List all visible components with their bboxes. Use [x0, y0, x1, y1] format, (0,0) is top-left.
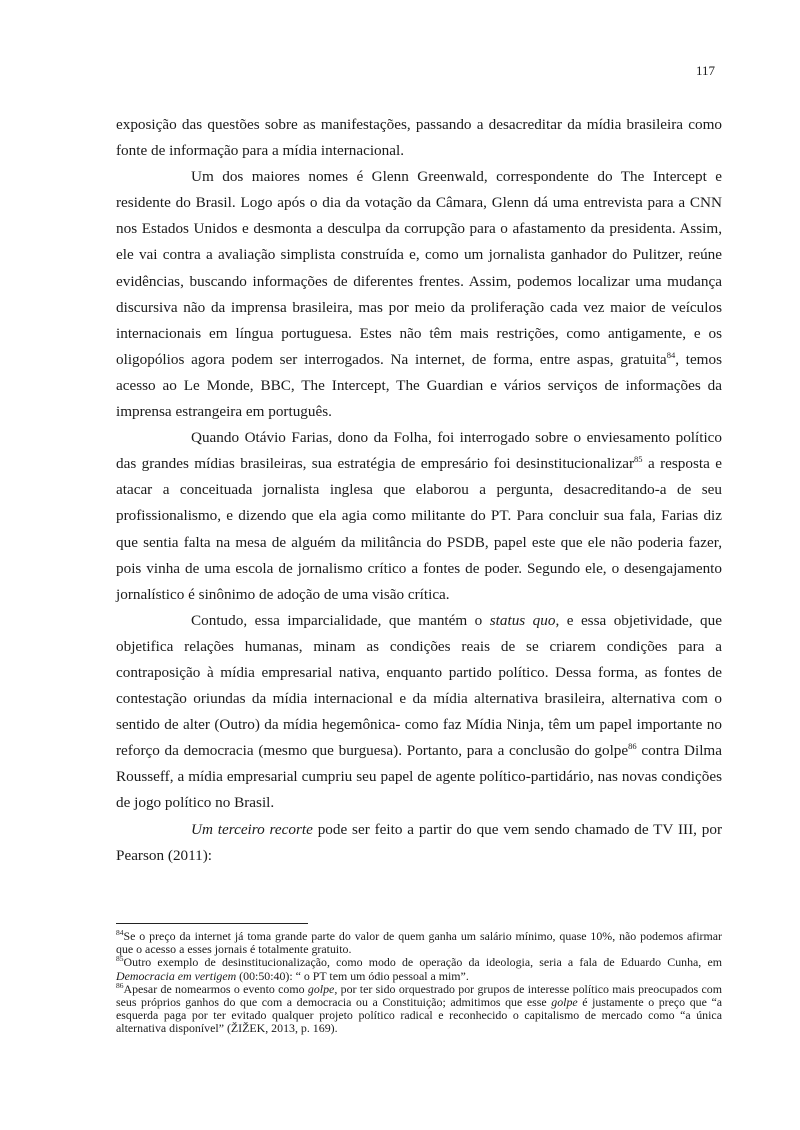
paragraph-4-italic: status quo	[489, 611, 556, 629]
footnote-84-text: Se o preço da internet já toma grande parte do valor de quem ganha um salário mínimo, quase 10%, não podemos afirmar que o acesso a esses jornais é totalmente gratuito.	[116, 929, 722, 957]
footnote-85-number: 85	[116, 954, 124, 964]
paragraph-2	[116, 164, 722, 425]
paragraph-4	[116, 608, 722, 817]
paragraph-5-text-a: pode ser feito a partir do que vem sendo chamado de TV III, por Pearson (2011):	[116, 820, 723, 864]
footnote-86-text-a: Apesar de nomearmos o evento como	[123, 981, 308, 996]
footnote-85-italic: Democracia em vertigem	[116, 968, 237, 983]
paragraph-5	[116, 817, 722, 869]
paragraph-3	[116, 425, 722, 608]
footnotes	[116, 930, 722, 1036]
paragraph-4-text-a: Contudo, essa imparcialidade, que mantém o	[191, 611, 490, 629]
footnote-84-number: 84	[116, 928, 124, 937]
paragraph-2-text-a: Um dos maiores nomes é Glenn Greenwald, correspondente do The Intercept e residente do Brasil. Logo após o dia da votação da Câmara, Glenn dá uma entrevista para a CNN nos Estados Unidos e desmonta a desculpa da corrupção para o afastamento da presidenta. Assim, ele vai contra a avaliação simplista construída e, como um jornalista ganhador do Pulitzer, reúne evidências, buscando informações de diferentes frentes. Assim, podemos localizar uma mudança discursiva não da imprensa brasileira, mas por meio da proliferação cada vez maior de veículos internacionais em língua portuguesa. Estes não têm mais restrições, como antigamente, e os oligopólios agora podem ser interrogados. Na internet, de forma, entre aspas, gratuita	[116, 168, 722, 368]
footnote-ref-85[interactable]: 85	[634, 454, 643, 465]
footnote-ref-84[interactable]: 84	[666, 349, 676, 360]
paragraph-4-text-b: , e essa objetividade, que objetifica relações humanas, minam as condições reais de se criarem condições para a contraposição à mídia empresarial nativa, enquanto partido político. Dessa forma, as fontes de contestação oriundas da mídia internacional e da mídia alternativa brasileira, alternativa com o sentido de alter (Outro) da mídia hegemônica- como faz Mídia Ninja, têm um papel importante no reforço da democracia (mesmo que burguesa). Portanto, para a conclusão do golpe	[116, 611, 722, 760]
paragraph-1: exposição das questões sobre as manifestações, passando a desacreditar da mídia brasileira como fonte de informação para a mídia internacional.	[116, 116, 722, 160]
paragraph-4-text-c: contra Dilma Rousseff, a mídia empresarial cumpriu seu papel de agente político-partidário, nas novas condições de jogo político no Brasil.	[116, 742, 722, 812]
paragraph-2-text-b: , temos acesso ao Le Monde, BBC, The Intercept, The Guardian e vários serviços de informações da imprensa estrangeira em português.	[116, 350, 723, 421]
footnote-86	[116, 980, 722, 1036]
footnote-divider	[116, 923, 308, 924]
footnote-86-number: 86	[116, 980, 124, 990]
footnote-85-text-a: Outro exemplo de desinstitucionalização, como modo de operação da ideologia, seria a fala de Eduardo Cunha, em	[123, 955, 722, 970]
body-text	[116, 112, 722, 869]
paragraph-3-text-b: a resposta e atacar a conceituada jornalista inglesa que elaborou a pergunta, desacreditando-a de seu profissionalismo, e dizendo que ela agia como militante do PT. Para concluir sua fala, Farias diz que sentia falta na mesa de alguém da militância do PSDB, papel este que ele não poderia fazer, pois vinha de uma escola de jornalismo crítico a fontes de poder. Segundo ele, o desengajamento jornalístico é sinônimo de adoção de uma visão crítica.	[116, 455, 722, 603]
footnote-84	[116, 930, 722, 956]
footnote-86-italic-1: golpe,	[307, 981, 338, 996]
page-number: 117	[695, 63, 715, 78]
paragraph-5-italic: Um terceiro recorte	[191, 820, 313, 838]
footnote-86-text-c: é justamente o preço que “a esquerda paga por ter evitado qualquer projeto político radical e reconhecido o capitalismo de mercado como “a única alternativa disponível” (ŽIŽEK, 2013, p. 169).	[116, 995, 722, 1036]
footnote-85	[116, 956, 722, 982]
footnote-ref-86[interactable]: 86	[628, 741, 637, 752]
footnote-86-text-b: por ter sido orquestrado por grupos de interesse político mais preocupados com seus próprios ganhos do que com a democracia ou a Constituição; admitimos que esse	[116, 981, 722, 1010]
paragraph-3-text-a: Quando Otávio Farias, dono da Folha, foi interrogado sobre o enviesamento político das grandes mídias brasileiras, sua estratégia de empresário foi desinstitucionalizar	[116, 429, 722, 473]
footnote-86-italic-2: golpe	[551, 995, 578, 1010]
footnote-85-text-b: (00:50:40): “ o PT tem um ódio pessoal a mim”.	[236, 968, 469, 983]
